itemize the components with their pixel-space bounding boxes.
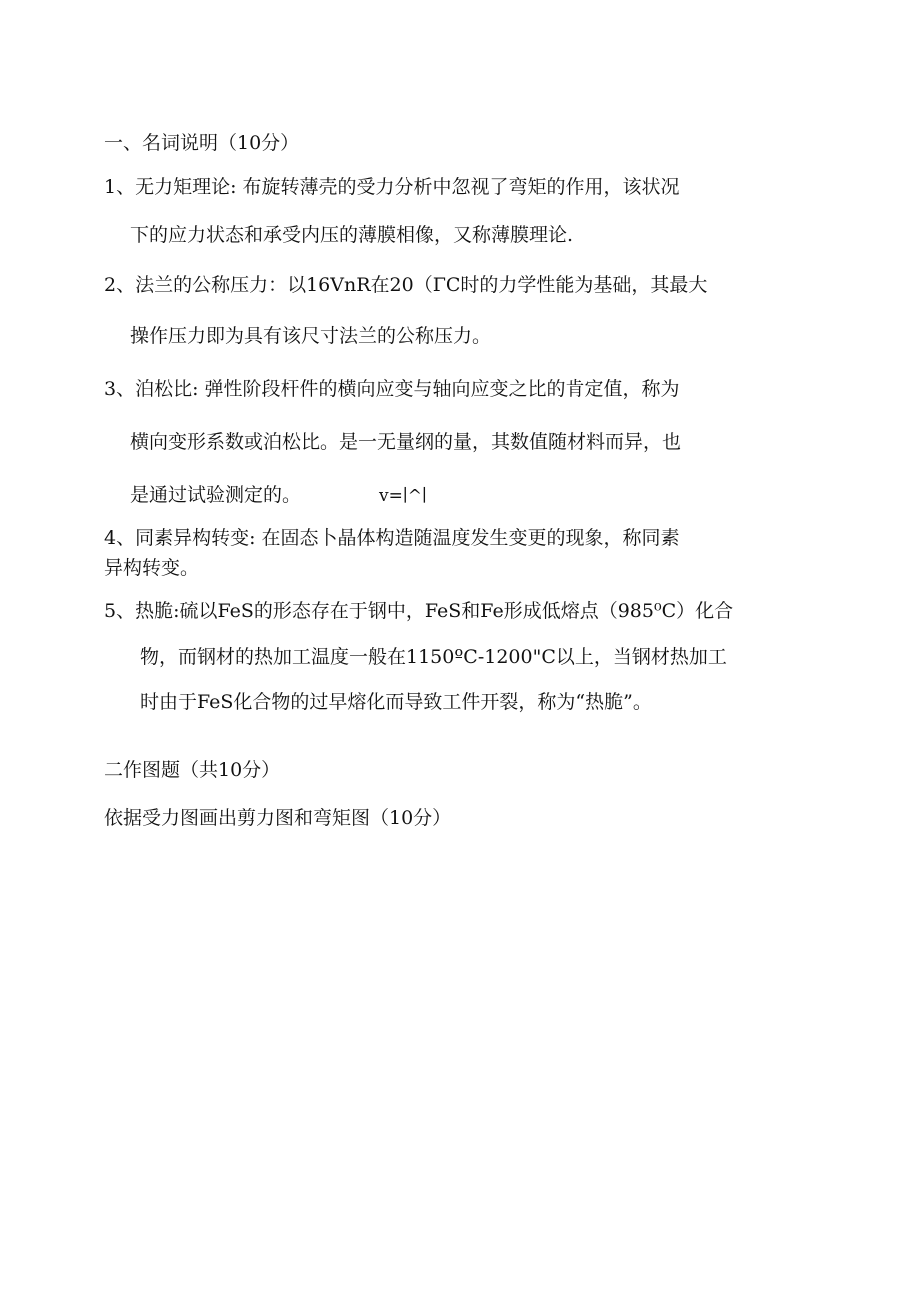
item3-line3-text: 是通过试验测定的。 <box>130 484 302 506</box>
item4-line2: 异构转变。 <box>104 557 200 579</box>
item2-line1: 2、法兰的公称压力：以16VnR在20（ΓC时的力学性能为基础，其最大 <box>104 274 708 296</box>
item5-line2: 物，而钢材的热加工温度一般在1150ºC-1200"C以上，当钢材热加工 <box>140 646 727 668</box>
section2-heading: 二作图题（共10分） <box>104 759 281 781</box>
item3-line3 <box>130 483 427 508</box>
item1-line1: 1、无力矩理论: 布旋转薄壳的受力分析中忽视了弯矩的作用，该状况 <box>104 176 680 198</box>
item4-line1: 4、同素异构转变: 在固态卜晶体构造随温度发生变更的现象，称同素 <box>104 527 680 549</box>
item3-line2: 横向变形系数或泊松比。是一无量纲的量，其数值随材料而异，也 <box>130 431 682 453</box>
poisson-formula: v=∣^∣ <box>379 486 428 506</box>
section1-heading: 一、名词说明（10分） <box>104 132 300 154</box>
item2-line2: 操作压力即为具有该尺寸法兰的公称压力。 <box>130 325 492 347</box>
item3-line1: 3、泊松比: 弹性阶段杆件的横向应变与轴向应变之比的肯定值，称为 <box>104 378 680 400</box>
item1-line2: 下的应力状态和承受内压的薄膜相像，又称薄膜理论. <box>130 224 574 246</box>
item5-line1: 5、热脆:硫以FeS的形态存在于钢中，FeS和Fe形成低熔点（985⁰C）化合 <box>104 600 734 622</box>
section2-prompt: 依据受力图画出剪力图和弯矩图（10分） <box>104 807 452 829</box>
item5-line3: 时由于FeS化合物的过早熔化而导致工件开裂，称为“热脆”。 <box>140 691 652 713</box>
